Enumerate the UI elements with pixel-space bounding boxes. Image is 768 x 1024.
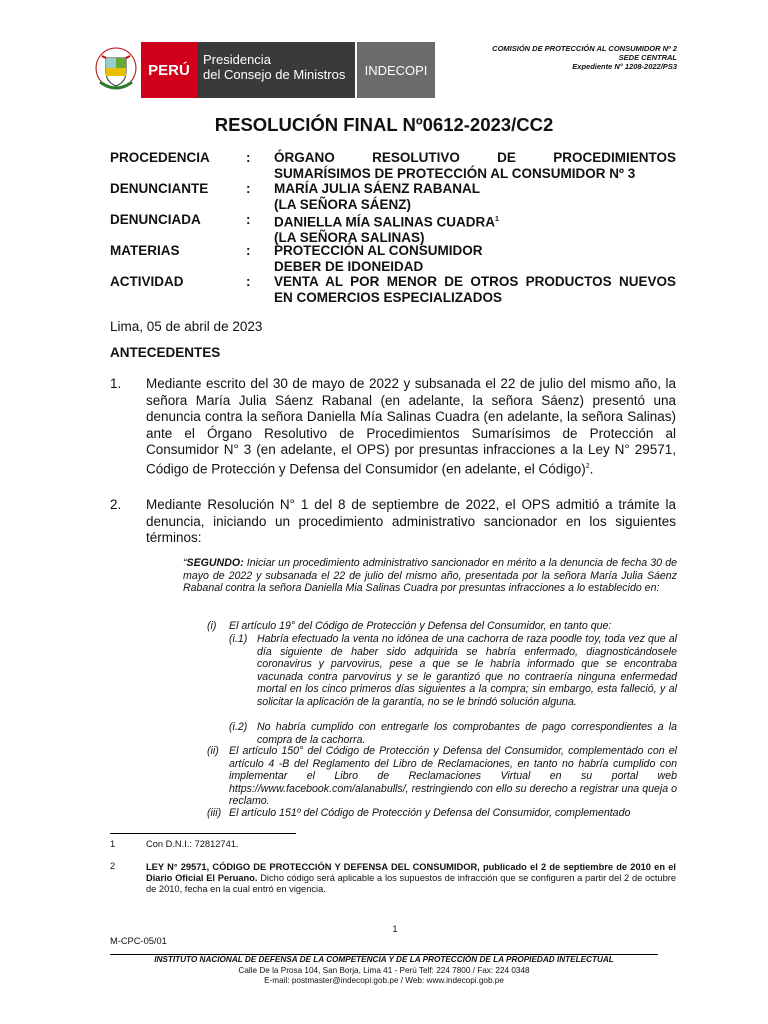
item-marker: (ii) [207, 745, 219, 757]
item-text: Habría efectuado la venta no idónea de una cachorra de raza poodle toy, toda vez que al día siguiente de haber sido adquirida se habría enfermado, diagnosticándosele coronavirus y parvovirus, pese a que se le habría informado que se encontraba vacunada contra parvovirus y se le garantizó que no contraería ninguna enfermedad mortal en los cinco primeros días siguientes a la compra; sin embargo, esta falleció, y al solicitar la aplicación de la garantía, no se le brindó solución alguna. [257, 633, 677, 708]
field-colon: : [246, 150, 251, 165]
section-heading: ANTECEDENTES [110, 345, 221, 360]
field-value-line2: (LA SEÑORA SÁENZ) [274, 196, 411, 212]
expediente-number: Expediente N° 1208-2022/PS3 [572, 62, 677, 71]
quoted-resolution [183, 557, 677, 595]
footnote-ref-2: 2 [585, 462, 590, 470]
peru-coat-of-arms-icon [92, 42, 140, 98]
quote-text: Iniciar un procedimiento administrativo sancionador en mérito a la denuncia de fecha 30 de mayo de 2022 y subsanada el 22 de julio del mismo año, presentada por la señora María Julia Sáenz Rabanal contra la señora Daniella Mia Salinas Cuadra por presuntas infracciones a lo establecido en: [183, 557, 677, 595]
field-label: PROCEDENCIA [110, 150, 210, 165]
header-case-info [492, 44, 677, 71]
field-label: DENUNCIADA [110, 212, 201, 227]
item-text: El artículo 150° del Código de Protección y Defensa del Consumidor, complementado con el artículo 4 -B del Reglamento del Libro de Reclamaciones, en tanto no habría cumplido con implementar el Libro de Reclamaciones Virtual en su portal web https://www.facebook.com/alanabulls/, restringiendo con ello su derecho a registrar una queja o reclamo. [229, 745, 677, 808]
footnote-separator [110, 833, 296, 834]
institution-contact: E-mail: postmaster@indecopi.gob.pe / Web: www.indecopi.gob.pe [264, 976, 504, 985]
pcm-line1: Presidencia [203, 52, 271, 67]
quote-lead: SEGUNDO: [186, 557, 244, 569]
field-value-line2: EN COMERCIOS ESPECIALIZADOS [274, 289, 503, 305]
item-marker: (i) [207, 620, 217, 632]
paragraph-body: Mediante escrito del 30 de mayo de 2022 y subsanada el 22 de julio del mismo año, la señora María Julia Sáenz Rabanal (en adelante, la señora Sáenz) presentó una denuncia contra la señora Daniella Mía Salinas Cuadra (en adelante, la señora Salinas) ante el Órgano Resolutivo de Procedimientos Sumarísimos de Protección al Consumidor N° 3 (en adelante, el OPS) por presuntas infracciones a la Ley N° 29571, Código de Protección y Defensa del Consumidor (en adelante, el Código) [146, 376, 676, 476]
paragraph-text: Mediante Resolución N° 1 del 8 de septiembre de 2022, el OPS admitió a trámite la denuncia, iniciando un procedimiento administrativo sancionador en los siguientes términos: [146, 497, 676, 545]
commission-name: COMISIÓN DE PROTECCIÓN AL CONSUMIDOR Nº 2 [492, 44, 677, 53]
field-value-line2: (LA SEÑORA SALINAS) [274, 230, 425, 245]
footnote-mark: 1 [110, 839, 116, 849]
field-colon: : [246, 181, 251, 196]
footnote-ref-1: 1 [495, 216, 499, 223]
field-colon: : [246, 274, 251, 289]
sede-label: SEDE CENTRAL [618, 53, 677, 62]
item-text: El artículo 151º del Código de Protección y Defensa del Consumidor, complementado [229, 807, 631, 819]
resolution-date: Lima, 05 de abril de 2023 [110, 319, 263, 334]
field-label: MATERIAS [110, 243, 180, 258]
paragraph-tail: . [589, 461, 594, 476]
paragraph-number: 1. [110, 376, 122, 391]
field-colon: : [246, 243, 251, 258]
form-code: M-CPC-05/01 [110, 936, 167, 946]
institution-footer [110, 955, 658, 987]
item-text: El artículo 19° del Código de Protección y Defensa del Consumidor, en tanto que: [229, 620, 612, 632]
item-marker: (i.2) [229, 721, 248, 733]
field-label: ACTIVIDAD [110, 274, 184, 289]
peru-brand-block [141, 42, 197, 98]
field-value-line2: DEBER DE IDONEIDAD [274, 258, 424, 274]
indecopi-label: INDECOPI [364, 62, 428, 78]
field-label: DENUNCIANTE [110, 181, 209, 196]
paragraph-number: 2. [110, 497, 122, 512]
footnote-mark: 2 [110, 861, 116, 871]
field-value-line1: PROTECCIÓN AL CONSUMIDOR [274, 243, 483, 258]
field-value-line2: SUMARÍSIMOS DE PROTECCIÓN AL CONSUMIDOR Nº 3 [274, 165, 636, 181]
field-colon: : [246, 212, 251, 227]
field-value-line1: DANIELLA MÍA SALINAS CUADRA [274, 214, 495, 230]
resolution-title: RESOLUCIÓN FINAL Nº0612-2023/CC2 [214, 114, 554, 135]
quote-open: “ [183, 557, 187, 569]
field-value-line1: MARÍA JULIA SÁENZ RABANAL [274, 181, 480, 196]
institution-name: INSTITUTO NACIONAL DE DEFENSA DE LA COMPETENCIA Y DE LA PROTECCIÓN DE LA PROPIEDAD INTELECTUAL [154, 955, 614, 964]
footnote-text: Con D.N.I.: 72812741. [146, 839, 239, 849]
pcm-line2: del Consejo de Ministros [203, 67, 346, 82]
field-value-line1: VENTA AL POR MENOR DE OTROS PRODUCTOS NUEVOS [274, 274, 676, 289]
item-marker: (i.1) [229, 633, 248, 645]
indecopi-brand-block [357, 42, 435, 98]
pcm-brand-block [197, 42, 355, 98]
page-number: 1 [392, 924, 398, 934]
paragraph-text [146, 376, 676, 478]
footnote-bold: LEY N° 29571, CÓDIGO DE PROTECCIÓN Y DEFENSA DEL CONSUMIDOR, publicado el 2 de septiembre de 2010 en el Diario Oficial El Peruano. [146, 862, 676, 883]
footnote-body: Dicho código será aplicable a los supuestos de infracción que se configuren a partir del 2 de octubre de 2010, fecha en la cual entró en vigencia. [146, 873, 677, 894]
item-text: No habría cumplido con entregarle los comprobantes de pago correspondientes a la compra de la cachorra. [257, 721, 677, 746]
footnote-text [146, 862, 676, 895]
field-value-line1: ÓRGANO RESOLUTIVO DE PROCEDIMIENTOS [274, 150, 676, 165]
peru-label: PERÚ [148, 61, 190, 79]
institution-address: Calle De la Prosa 104, San Borja, Lima 41 - Perú Telf: 224 7800 / Fax: 224 0348 [238, 965, 530, 975]
item-marker: (iii) [207, 807, 222, 819]
